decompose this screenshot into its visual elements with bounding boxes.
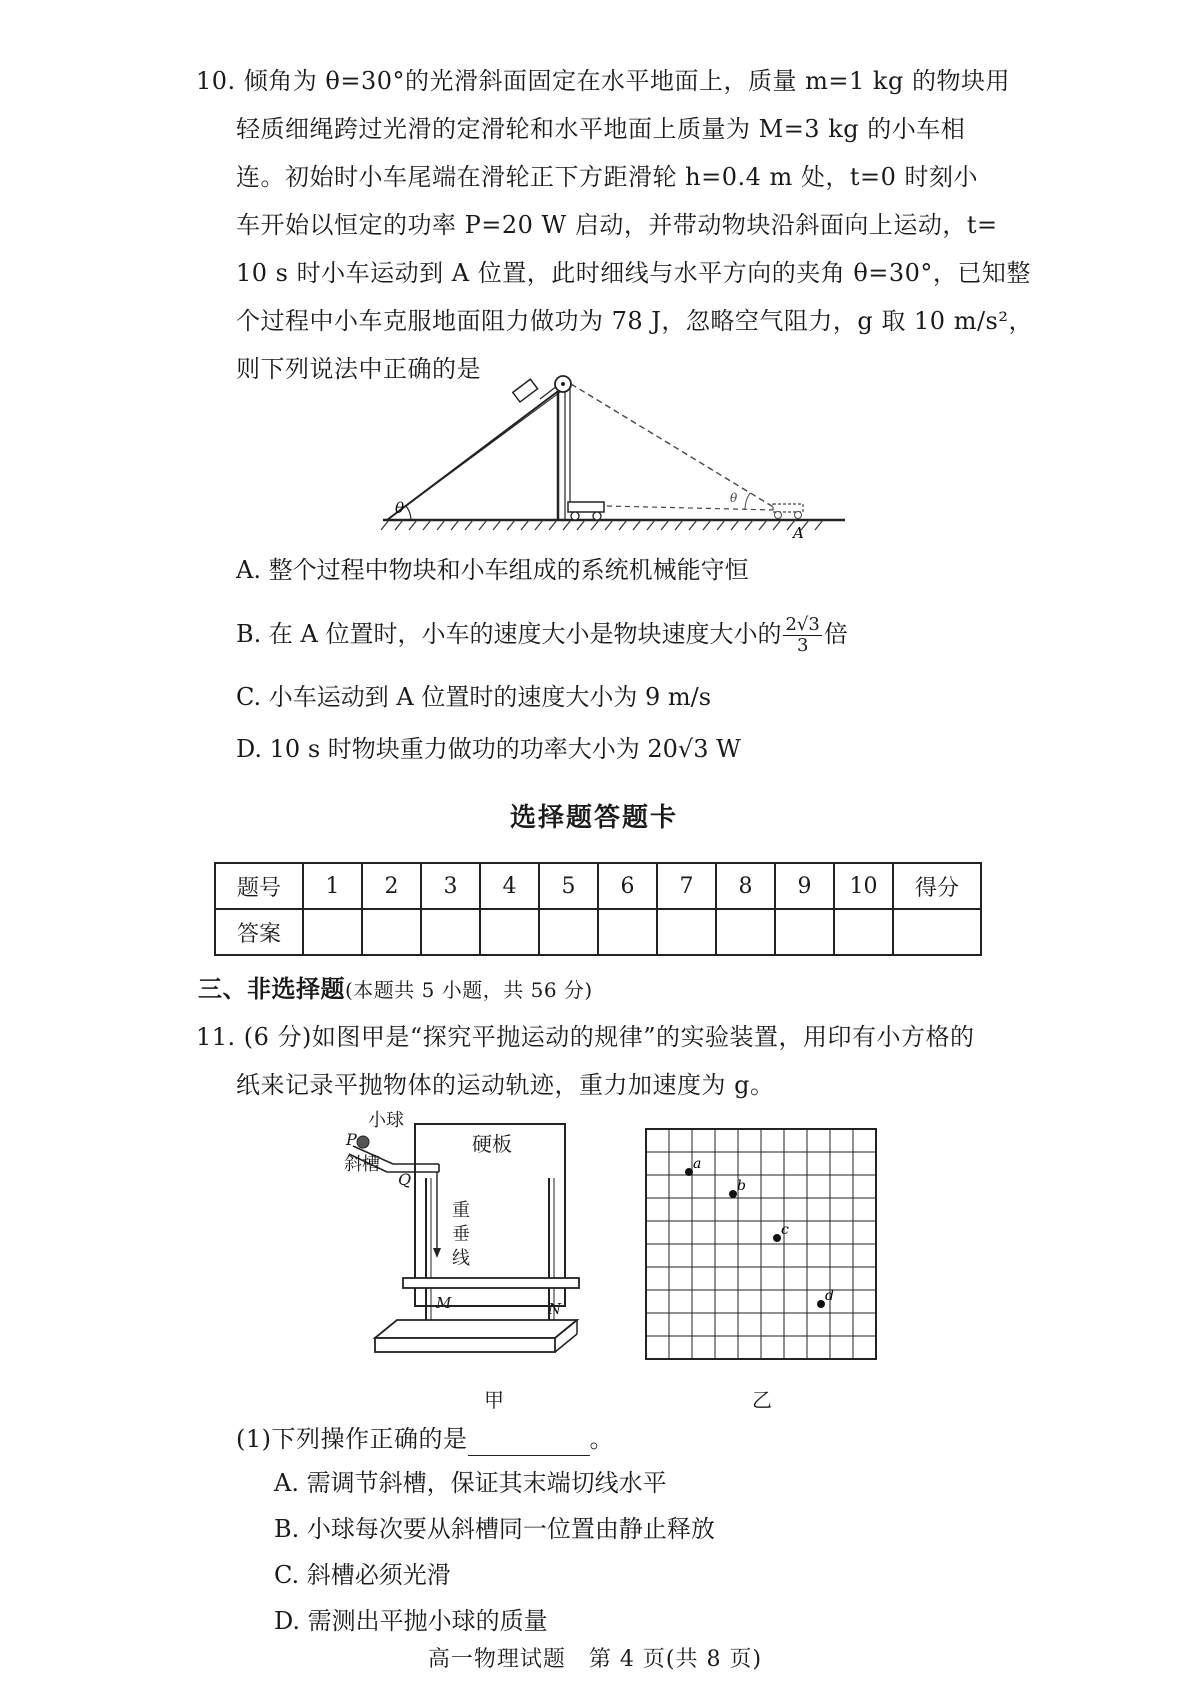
answer-card-col-4: 4 xyxy=(480,863,539,909)
q11-option-b: B. 小球每次要从斜槽同一位置由静止释放 xyxy=(274,1515,715,1543)
answer-cell-6[interactable] xyxy=(598,909,657,955)
q10-line-2: 轻质细绳跨过光滑的定滑轮和水平地面上质量为 M=3 kg 的小车相 xyxy=(236,115,966,143)
answer-cell-1[interactable] xyxy=(303,909,362,955)
answer-card-table xyxy=(214,862,982,956)
fraction-numerator: 2√3 xyxy=(785,614,820,635)
board-label: 硬板 xyxy=(472,1132,512,1156)
point-a: a xyxy=(693,1156,702,1172)
ball-label: 小球 xyxy=(368,1110,404,1131)
answer-card-col-7: 7 xyxy=(657,863,716,909)
q10-option-d: D. 10 s 时物块重力做功的功率大小为 20√3 W xyxy=(236,735,741,763)
q10-incline-figure xyxy=(375,372,855,542)
point-b: b xyxy=(737,1178,746,1194)
q10-option-b-suffix: 倍 xyxy=(823,620,848,648)
q11-option-a: A. 需调节斜槽，保证其末端切线水平 xyxy=(274,1469,667,1497)
q11-sub1 xyxy=(236,1422,614,1456)
q11-option-d: D. 需测出平抛小球的质量 xyxy=(274,1607,548,1635)
q11-sub1-blank[interactable] xyxy=(468,1429,590,1456)
q11-line-1: 11. (6 分)如图甲是“探究平抛运动的规律”的实验装置，用印有小方格的 xyxy=(196,1023,975,1051)
plumb-label-2: 垂 xyxy=(452,1224,470,1245)
answer-card-score-label: 得分 xyxy=(893,863,981,909)
q10-option-a: A. 整个过程中物块和小车组成的系统机械能守恒 xyxy=(236,556,749,584)
q10-line-5: 10 s 时小车运动到 A 位置，此时细线与水平方向的夹角 θ=30°，已知整 xyxy=(236,259,1031,287)
answer-card-col-2: 2 xyxy=(362,863,421,909)
q10-line-3: 连。初始时小车尾端在滑轮正下方距滑轮 h=0.4 m 处，t=0 时刻小 xyxy=(236,163,979,191)
answer-card-row-answers xyxy=(215,909,981,955)
point-d: d xyxy=(825,1288,834,1304)
section-3-title: 三、非选择题 xyxy=(198,974,345,1003)
answer-cell-9[interactable] xyxy=(775,909,834,955)
fraction-denominator: 3 xyxy=(796,635,809,656)
q10-option-c: C. 小车运动到 A 位置时的速度大小为 9 m/s xyxy=(236,683,712,711)
answer-card-col-9: 9 xyxy=(775,863,834,909)
q10-option-b-prefix: B. 在 A 位置时，小车的速度大小是物块速度大小的 xyxy=(236,620,782,648)
answer-card-row-numbers xyxy=(215,863,981,909)
n-label: N xyxy=(548,1300,562,1318)
section-3-note: (本题共 5 小题，共 56 分) xyxy=(345,978,593,1002)
answer-cell-10[interactable] xyxy=(834,909,893,955)
q11-sub1-end: 。 xyxy=(589,1425,614,1453)
q10-line-4: 车开始以恒定的功率 P=20 W 启动，并带动物块沿斜面向上运动，t= xyxy=(236,211,998,239)
answer-card-header-label: 题号 xyxy=(215,863,303,909)
q11-sub1-text: (1)下列操作正确的是 xyxy=(236,1425,468,1453)
answer-cell-5[interactable] xyxy=(539,909,598,955)
answer-card-col-5: 5 xyxy=(539,863,598,909)
q10-option-b xyxy=(236,615,848,656)
m-label: M xyxy=(436,1294,452,1312)
answer-card-answer-label: 答案 xyxy=(215,909,303,955)
answer-card-col-1: 1 xyxy=(303,863,362,909)
q11-line-2: 纸来记录平抛物体的运动轨迹，重力加速度为 g。 xyxy=(236,1071,775,1099)
answer-cell-score[interactable] xyxy=(893,909,981,955)
point-c: c xyxy=(781,1222,789,1238)
answer-cell-2[interactable] xyxy=(362,909,421,955)
plumb-label-3: 线 xyxy=(452,1248,470,1269)
answer-cell-7[interactable] xyxy=(657,909,716,955)
answer-card-title: 选择题答题卡 xyxy=(510,803,679,833)
answer-cell-8[interactable] xyxy=(716,909,775,955)
plumb-label-1: 重 xyxy=(452,1200,470,1221)
section-3-heading xyxy=(198,972,593,1007)
point-a-label: A xyxy=(793,524,804,542)
q-label: Q xyxy=(398,1170,412,1189)
page-footer: 高一物理试题 第 4 页(共 8 页) xyxy=(427,1647,763,1672)
answer-cell-3[interactable] xyxy=(421,909,480,955)
grid-figure xyxy=(645,1128,877,1360)
theta-label: θ xyxy=(395,499,405,517)
q11-option-c: C. 斜槽必须光滑 xyxy=(274,1561,451,1589)
answer-card-col-10: 10 xyxy=(834,863,893,909)
p-label: P xyxy=(346,1130,357,1149)
figure-jia-caption: 甲 xyxy=(484,1388,504,1412)
theta-label-rope: θ xyxy=(730,491,738,505)
q10-line-1: 10. 倾角为 θ=30°的光滑斜面固定在水平地面上，质量 m=1 kg 的物块用 xyxy=(196,67,1010,95)
chute-label: 斜槽 xyxy=(344,1154,380,1175)
q10-line-6: 个过程中小车克服地面阻力做功为 78 J，忽略空气阻力，g 取 10 m/s²， xyxy=(236,307,1033,335)
fraction-2root3-over-3 xyxy=(783,615,821,656)
figure-yi-caption: 乙 xyxy=(752,1388,772,1412)
answer-card-col-8: 8 xyxy=(716,863,775,909)
answer-cell-4[interactable] xyxy=(480,909,539,955)
answer-card-col-3: 3 xyxy=(421,863,480,909)
q10-line-7: 则下列说法中正确的是 xyxy=(236,355,481,383)
answer-card-col-6: 6 xyxy=(598,863,657,909)
